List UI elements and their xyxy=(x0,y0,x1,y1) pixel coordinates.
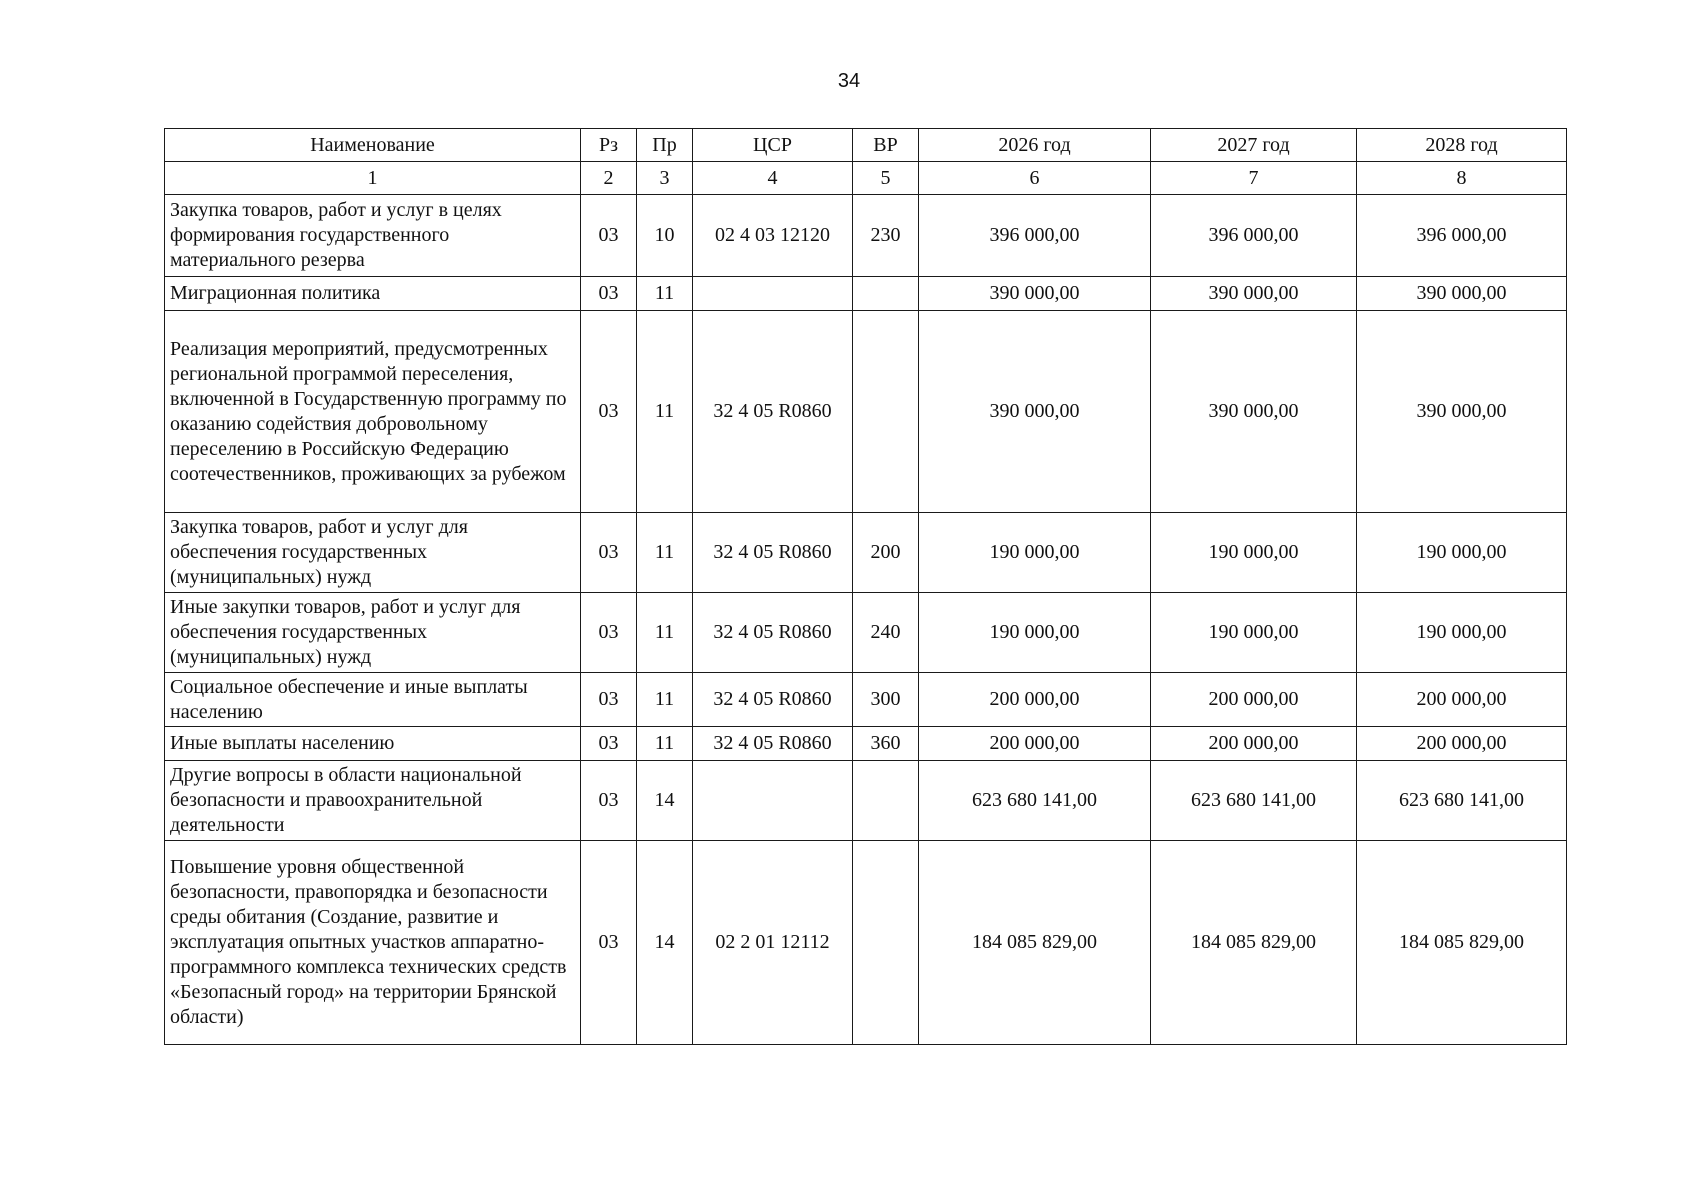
column-number: 8 xyxy=(1357,162,1567,195)
row-2026: 200 000,00 xyxy=(919,727,1151,761)
row-2028: 396 000,00 xyxy=(1357,195,1567,277)
row-rz: 03 xyxy=(581,841,637,1045)
row-2027: 396 000,00 xyxy=(1151,195,1357,277)
row-rz: 03 xyxy=(581,673,637,727)
row-2027: 390 000,00 xyxy=(1151,311,1357,513)
row-2028: 623 680 141,00 xyxy=(1357,761,1567,841)
row-2027: 390 000,00 xyxy=(1151,277,1357,311)
row-2028: 390 000,00 xyxy=(1357,311,1567,513)
row-2026: 200 000,00 xyxy=(919,673,1151,727)
row-vr xyxy=(853,841,919,1045)
row-2028: 390 000,00 xyxy=(1357,277,1567,311)
row-rz: 03 xyxy=(581,513,637,593)
row-pr: 14 xyxy=(637,841,693,1045)
row-rz: 03 xyxy=(581,761,637,841)
row-name: Миграционная политика xyxy=(165,277,581,311)
header-name: Наименование xyxy=(165,129,581,162)
row-vr: 300 xyxy=(853,673,919,727)
row-vr: 200 xyxy=(853,513,919,593)
row-csr xyxy=(693,277,853,311)
row-name: Социальное обеспечение и иные выплаты населению xyxy=(165,673,581,727)
row-pr: 11 xyxy=(637,593,693,673)
header-2027: 2027 год xyxy=(1151,129,1357,162)
row-csr: 32 4 05 R0860 xyxy=(693,593,853,673)
row-2028: 190 000,00 xyxy=(1357,593,1567,673)
header-csr: ЦСР xyxy=(693,129,853,162)
row-2027: 200 000,00 xyxy=(1151,673,1357,727)
row-2028: 200 000,00 xyxy=(1357,727,1567,761)
row-pr: 14 xyxy=(637,761,693,841)
table-row xyxy=(165,277,1567,311)
header-row xyxy=(165,129,1567,162)
row-pr: 11 xyxy=(637,311,693,513)
row-pr: 11 xyxy=(637,513,693,593)
row-name: Повышение уровня общественной безопасности, правопорядка и безопасности среды обитания (Создание, развитие и эксплуатация опытных участков аппаратно-программного комплекса технических средств «Безопасный город» на территории Брянской области) xyxy=(165,841,581,1045)
row-pr: 11 xyxy=(637,277,693,311)
row-2028: 184 085 829,00 xyxy=(1357,841,1567,1045)
row-vr xyxy=(853,277,919,311)
column-number: 2 xyxy=(581,162,637,195)
row-csr: 32 4 05 R0860 xyxy=(693,513,853,593)
header-2026: 2026 год xyxy=(919,129,1151,162)
row-2026: 396 000,00 xyxy=(919,195,1151,277)
column-number: 4 xyxy=(693,162,853,195)
table-row xyxy=(165,513,1567,593)
row-rz: 03 xyxy=(581,195,637,277)
row-rz: 03 xyxy=(581,727,637,761)
table-row xyxy=(165,841,1567,1045)
row-name: Иные закупки товаров, работ и услуг для обеспечения государственных (муниципальных) нужд xyxy=(165,593,581,673)
row-csr: 32 4 05 R0860 xyxy=(693,673,853,727)
row-2027: 623 680 141,00 xyxy=(1151,761,1357,841)
column-number: 1 xyxy=(165,162,581,195)
row-2026: 190 000,00 xyxy=(919,593,1151,673)
row-name: Иные выплаты населению xyxy=(165,727,581,761)
row-rz: 03 xyxy=(581,311,637,513)
row-2026: 623 680 141,00 xyxy=(919,761,1151,841)
row-2026: 184 085 829,00 xyxy=(919,841,1151,1045)
row-name: Закупка товаров, работ и услуг в целях формирования государственного материального резерва xyxy=(165,195,581,277)
table-row xyxy=(165,311,1567,513)
header-pr: Пр xyxy=(637,129,693,162)
row-name: Реализация мероприятий, предусмотренных региональной программой переселения, включенной в Государственную программу по оказанию содействия добровольному переселению в Российскую Федерацию соотечественников, проживающих за рубежом xyxy=(165,311,581,513)
row-vr: 240 xyxy=(853,593,919,673)
row-2028: 200 000,00 xyxy=(1357,673,1567,727)
row-csr: 32 4 05 R0860 xyxy=(693,727,853,761)
row-csr: 32 4 05 R0860 xyxy=(693,311,853,513)
table-row xyxy=(165,593,1567,673)
row-pr: 11 xyxy=(637,673,693,727)
row-2027: 200 000,00 xyxy=(1151,727,1357,761)
row-csr xyxy=(693,761,853,841)
row-csr: 02 4 03 12120 xyxy=(693,195,853,277)
row-rz: 03 xyxy=(581,277,637,311)
table-row xyxy=(165,195,1567,277)
row-vr: 230 xyxy=(853,195,919,277)
page-number: 34 xyxy=(837,70,861,92)
row-name: Закупка товаров, работ и услуг для обеспечения государственных (муниципальных) нужд xyxy=(165,513,581,593)
row-2027: 190 000,00 xyxy=(1151,593,1357,673)
table-row xyxy=(165,673,1567,727)
budget-table xyxy=(164,128,1567,1045)
row-pr: 11 xyxy=(637,727,693,761)
row-vr xyxy=(853,311,919,513)
header-rz: Рз xyxy=(581,129,637,162)
header-vr: ВР xyxy=(853,129,919,162)
table-row xyxy=(165,727,1567,761)
column-number: 7 xyxy=(1151,162,1357,195)
row-vr xyxy=(853,761,919,841)
row-rz: 03 xyxy=(581,593,637,673)
column-number-row xyxy=(165,162,1567,195)
row-2026: 190 000,00 xyxy=(919,513,1151,593)
row-csr: 02 2 01 12112 xyxy=(693,841,853,1045)
row-vr: 360 xyxy=(853,727,919,761)
table-row xyxy=(165,761,1567,841)
row-2027: 190 000,00 xyxy=(1151,513,1357,593)
column-number: 3 xyxy=(637,162,693,195)
row-2027: 184 085 829,00 xyxy=(1151,841,1357,1045)
column-number: 6 xyxy=(919,162,1151,195)
row-2026: 390 000,00 xyxy=(919,311,1151,513)
column-number: 5 xyxy=(853,162,919,195)
row-2026: 390 000,00 xyxy=(919,277,1151,311)
row-2028: 190 000,00 xyxy=(1357,513,1567,593)
header-2028: 2028 год xyxy=(1357,129,1567,162)
row-name: Другие вопросы в области национальной безопасности и правоохранительной деятельности xyxy=(165,761,581,841)
row-pr: 10 xyxy=(637,195,693,277)
